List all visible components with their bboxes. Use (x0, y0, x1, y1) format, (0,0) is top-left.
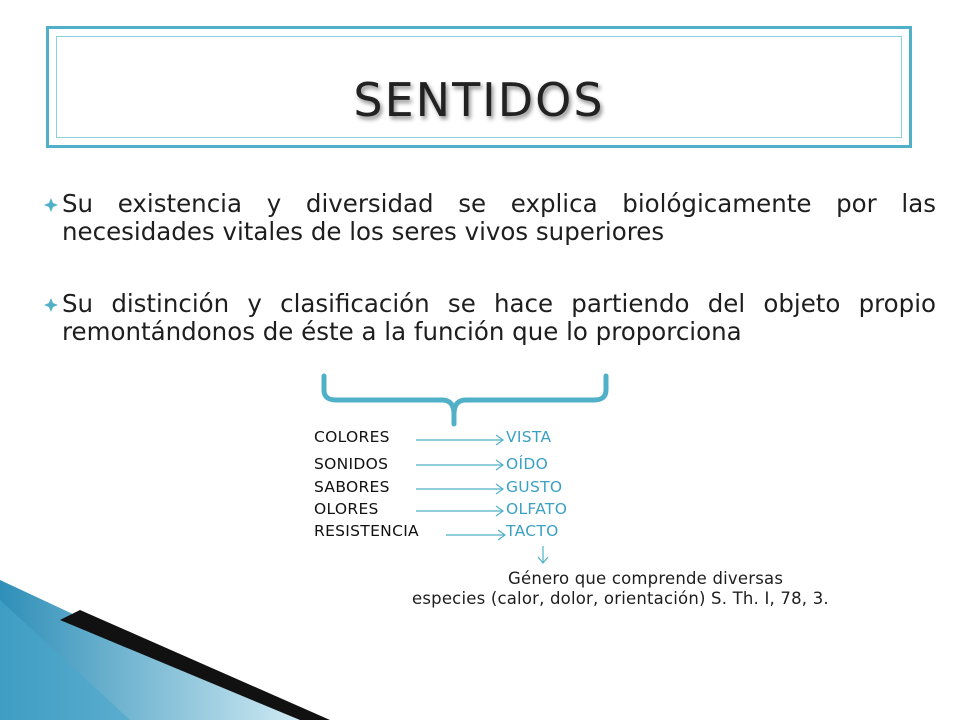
object-sonidos: SONIDOS (314, 455, 389, 473)
decorative-wedge (0, 540, 340, 720)
slide-title: SENTIDOS (353, 73, 605, 127)
bullet-1-text: Su existencia y diversidad se explica biológicamente por las necesidades vitales de los seres vivos superiores (62, 189, 937, 246)
title-box (46, 26, 912, 148)
diamond-bullet-icon (44, 198, 58, 212)
sense-oido: OÍDO (506, 455, 549, 473)
bullet-1 (44, 190, 936, 246)
object-olores: OLORES (314, 500, 379, 518)
note-line-2: especies (calor, dolor, orientación) S. Th. I, 78, 3. (412, 589, 829, 608)
arrow-right-icon (416, 433, 506, 447)
curly-brace-icon (318, 370, 618, 430)
sense-gusto: GUSTO (506, 478, 563, 496)
note-line-1: Género que comprende diversas (508, 569, 784, 588)
arrow-right-icon (416, 482, 506, 496)
diamond-bullet-icon (44, 298, 58, 312)
sense-tacto: TACTO (506, 522, 559, 540)
arrow-down-icon (536, 546, 550, 566)
keyword-existencia: existencia (117, 189, 242, 218)
bullet-2 (44, 290, 936, 346)
arrow-right-icon (416, 504, 506, 518)
sense-olfato: OLFATO (506, 500, 568, 518)
arrow-right-icon (446, 528, 508, 542)
bullet-2-text: Su distinción y clasificación se hace partiendo del objeto propio remontándonos de éste a la función que lo proporciona (62, 289, 937, 346)
object-colores: COLORES (314, 428, 390, 446)
arrow-right-icon (416, 458, 506, 472)
keyword-clasificacion: clasificación (280, 289, 430, 318)
object-sabores: SABORES (314, 478, 390, 496)
keyword-distincion: distinción (111, 289, 230, 318)
object-resistencia: RESISTENCIA (314, 522, 419, 540)
sense-vista: VISTA (506, 428, 552, 446)
keyword-diversidad: diversidad (305, 189, 434, 218)
